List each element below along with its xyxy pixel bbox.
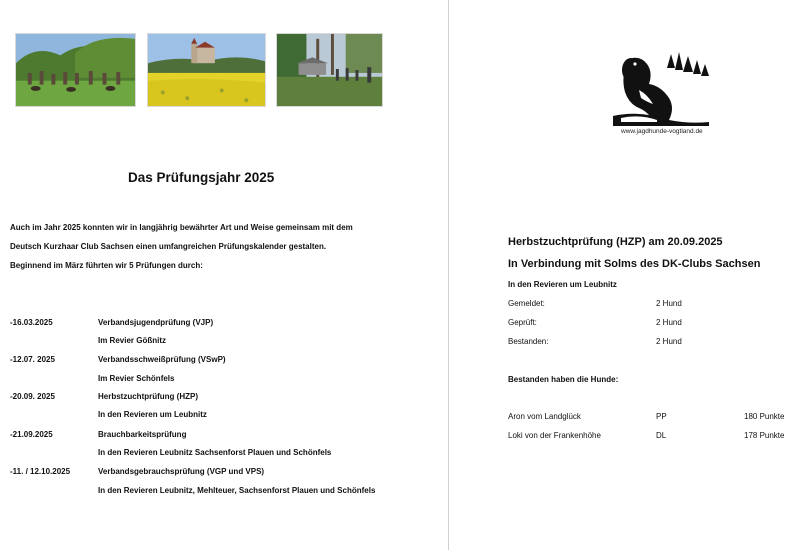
hzp-location: In den Revieren um Leubnitz (508, 280, 617, 289)
hzp-heading: Herbstzuchtprüfung (HZP) am 20.09.2025 (508, 236, 723, 248)
intro-line-1: Auch im Jahr 2025 konnten wir in langjährig bewährter Art und Weise gemeinsam mit dem (10, 223, 353, 232)
passed-heading: Bestanden haben die Hunde: (508, 375, 619, 384)
dog-points: 178 Punkte (744, 431, 785, 440)
logo-website-url: www.jagdhunde-vogtland.de (621, 128, 703, 135)
page-title: Das Prüfungsjahr 2025 (128, 170, 275, 185)
stat-value: 2 Hund (656, 299, 682, 308)
schedule-exam-name: Verbandsjugendprüfung (VJP) (98, 318, 214, 327)
schedule-location: Im Revier Schönfels (98, 374, 175, 383)
schedule-location: In den Revieren Leubnitz, Mehlteuer, Sachsenforst Plauen und Schönfels (98, 486, 376, 495)
schedule-exam-name: Verbandsgebrauchsprüfung (VGP und VPS) (98, 467, 265, 476)
photo-castle-rapeseed-field (147, 33, 266, 107)
schedule-date: -11. / 12.10.2025 (10, 467, 71, 476)
schedule-date: -21.09.2025 (10, 430, 53, 439)
photo-group-forest-clearing (276, 33, 383, 107)
stat-label: Geprüft: (508, 318, 537, 327)
dog-breed: DL (656, 431, 667, 440)
hzp-subheading: In Verbindung mit Solms des DK-Clubs Sachsen (508, 258, 761, 270)
dog-name: Aron vom Landglück (508, 412, 581, 421)
intro-line-2: Deutsch Kurzhaar Club Sachsen einen umfangreichen Prüfungskalender gestalten. (10, 242, 327, 251)
schedule-location: In den Revieren Leubnitz Sachsenforst Plauen und Schönfels (98, 448, 332, 457)
stat-label: Gemeldet: (508, 299, 545, 308)
schedule-date: -16.03.2025 (10, 318, 53, 327)
schedule-location: Im Revier Gößnitz (98, 336, 167, 345)
schedule-date: -20.09. 2025 (10, 392, 55, 401)
stat-value: 2 Hund (656, 337, 682, 346)
club-logo-dog-icon (609, 50, 713, 130)
dog-points: 180 Punkte (744, 412, 785, 421)
schedule-exam-name: Verbandsschweißprüfung (VSwP) (98, 355, 226, 364)
schedule-exam-name: Herbstzuchtprüfung (HZP) (98, 392, 198, 401)
intro-line-3: Beginnend im März führten wir 5 Prüfungen durch: (10, 261, 203, 270)
page-divider (448, 0, 449, 550)
schedule-location: In den Revieren um Leubnitz (98, 410, 207, 419)
stat-value: 2 Hund (656, 318, 682, 327)
dog-breed: PP (656, 412, 667, 421)
schedule-exam-name: Brauchbarkeitsprüfung (98, 430, 187, 439)
stat-label: Bestanden: (508, 337, 549, 346)
schedule-date: -12.07. 2025 (10, 355, 55, 364)
photo-hunters-meadow (15, 33, 136, 107)
dog-name: Loki von der Frankenhöhe (508, 431, 601, 440)
